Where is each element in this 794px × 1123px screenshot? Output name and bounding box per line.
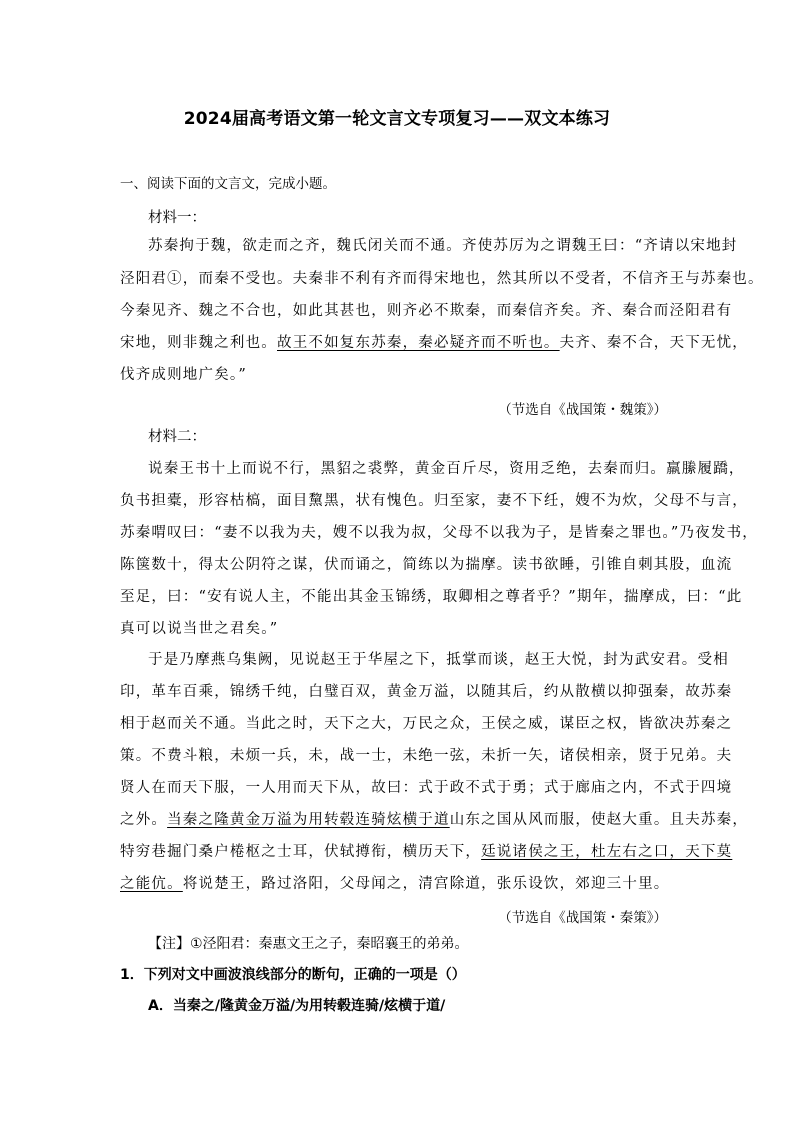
material1-text: 夫齐、秦不合，天下无忧， (559, 335, 749, 351)
annotation-note: 【注】①泾阳君：秦惠文王之子，秦昭襄王的弟弟。 (148, 936, 469, 952)
material2-text: 之外。 (120, 812, 168, 828)
question-stem: 1．下列对文中画波浪线部分的断句，正确的一项是（） (120, 967, 466, 983)
material2-text: 将说楚王，路过洛阳，父母闻之，清宫除道，张乐设饮，郊迎三十里。 (182, 876, 670, 892)
material2-line: 相于赵而关不通。当此之时，天下之大，万民之众，王侯之威，谋臣之权，皆欲决苏秦之 (120, 716, 733, 732)
underlined-sentence: 廷说诸侯之王，杜左右之口，天下莫 (481, 844, 733, 860)
section-heading: 一、阅读下面的文言文，完成小题。 (120, 176, 336, 192)
material1-line: 苏秦拘于魏，欲走而之齐，魏氏闭关而不通。齐使苏厉为之谓魏王曰：“齐请以宋地封 (148, 238, 738, 254)
material2-line: 策。不费斗粮，未烦一兵，未，战一士，未绝一弦，未折一矢，诸侯相亲，贤于兄弟。夫 (120, 748, 733, 764)
material1-line (120, 336, 748, 351)
material2-line (120, 813, 748, 828)
material2-line (120, 877, 670, 892)
wavy-underlined-sentence: 当秦之隆黄金万溢为用转毂连骑炫横于道 (167, 812, 450, 828)
underlined-sentence: 之能伉。 (120, 876, 183, 892)
material1-text: 宋地，则非魏之利也。 (120, 335, 277, 351)
material2-line: 说秦王书十上而说不行，黑貂之裘弊，黄金百斤尽，资用乏绝，去秦而归。羸縢履蹻， (148, 461, 745, 477)
material2-line: 贤人在而天下服，一人用而天下从，故曰：式于政不式于勇；式于廊庙之内，不式于四境 (120, 780, 733, 796)
question-option-a: A．当秦之/隆黄金万溢/为用转毂连骑/炫横于道/ (148, 998, 446, 1014)
material1-line: 伐齐成则地广矣。” (120, 367, 247, 383)
underlined-sentence: 故王不如复东苏秦，秦必疑齐而不听也。 (277, 335, 560, 351)
material2-source: （节选自《战国策・秦策》） (498, 910, 667, 926)
material1-line: 今秦见齐、魏之不合也，如此其甚也，则齐必不欺秦，而秦信齐矣。齐、秦合而泾阳君有 (120, 303, 733, 319)
material2-line (120, 845, 732, 860)
material2-text: 山东之国从风而服，使赵大重。且夫苏秦， (449, 812, 749, 828)
material1-line: 泾阳君①，而秦不受也。夫秦非不利有齐而得宋地也，然其所以不受者，不信齐王与苏秦也。 (120, 271, 764, 287)
material1-source: （节选自《战国策・魏策》） (498, 402, 667, 418)
document-title: 2024届高考语文第一轮文言文专项复习——双文本练习 (183, 109, 611, 129)
material1-label: 材料一： (148, 210, 206, 226)
material2-line: 陈箧数十，得太公阴符之谋，伏而诵之，简练以为揣摩。读书欲睡，引锥自刺其股，血流 (120, 557, 733, 573)
material2-label: 材料二： (148, 429, 206, 445)
material2-line: 于是乃摩燕乌集阙，见说赵王于华屋之下，抵掌而谈，赵王大悦，封为武安君。受相 (148, 652, 729, 668)
material2-line: 苏秦喟叹曰：“妻不以我为夫，嫂不以我为叔，父母不以我为子，是皆秦之罪也。”乃夜发书， (120, 525, 758, 541)
material2-line: 负书担橐，形容枯槁，面目黧黑，状有愧色。归至家，妻不下纴，嫂不为炊，父母不与言， (120, 493, 748, 509)
material2-text: 特穷巷掘门桑户棬枢之士耳，伏轼撙衔，横历天下， (120, 844, 482, 860)
material2-line: 至足，曰：“安有说人主，不能出其金玉锦绣，取卿相之尊者乎？”期年，揣摩成，曰：“此 (120, 589, 743, 605)
material2-line: 真可以说当世之君矣。” (120, 621, 279, 637)
material2-line: 印，革车百乘，锦绣千纯，白璧百双，黄金万溢，以随其后，约从散横以抑强秦，故苏秦 (120, 684, 733, 700)
